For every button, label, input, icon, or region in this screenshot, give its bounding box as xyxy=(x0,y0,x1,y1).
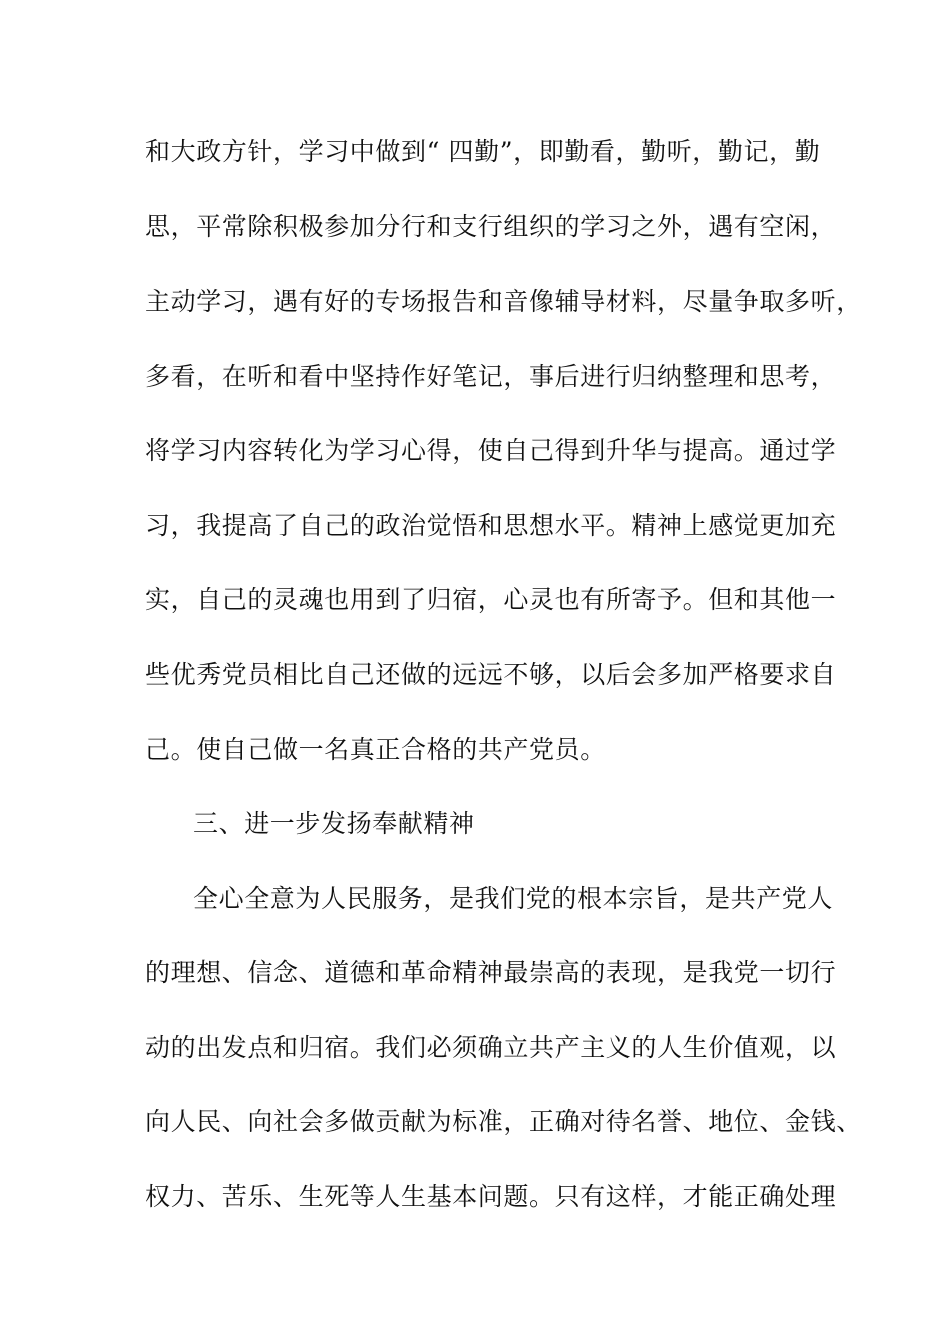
paragraph-line: 些优秀党员相比自己还做的远远不够，以后会多加严格要求自 xyxy=(145,660,837,689)
paragraph-line: 己。使自己做一名真正合格的共产党员。 xyxy=(145,735,606,764)
paragraph-line: 的理想、信念、道德和革命精神最崇高的表现，是我党一切行 xyxy=(145,958,837,987)
paragraph-line: 多看，在听和看中坚持作好笔记，事后进行归纳整理和思考， xyxy=(145,362,837,391)
paragraph-line: 思，平常除积极参加分行和支行组织的学习之外，遇有空闲， xyxy=(145,212,837,241)
paragraph-line: 和大政方针，学习中做到“ 四勤”，即勤看，勤听，勤记，勤 xyxy=(145,137,821,166)
paragraph-line: 动的出发点和归宿。我们必须确立共产主义的人生价值观，以 xyxy=(145,1033,837,1062)
paragraph-line: 将学习内容转化为学习心得，使自己得到升华与提高。通过学 xyxy=(145,436,837,465)
section-heading: 三、进一步发扬奉献精神 xyxy=(193,809,475,838)
paragraph-line: 全心全意为人民服务，是我们党的根本宗旨，是共产党人 xyxy=(193,884,834,913)
paragraph-line: 实，自己的灵魂也用到了归宿，心灵也有所寄予。但和其他一 xyxy=(145,585,837,614)
paragraph-line: 习，我提高了自己的政治觉悟和思想水平。精神上感觉更加充 xyxy=(145,511,837,540)
paragraph-line: 向人民、向社会多做贡献为标准，正确对待名誉、地位、金钱、 xyxy=(145,1107,862,1136)
paragraph-line: 主动学习，遇有好的专场报告和音像辅导材料，尽量争取多听， xyxy=(145,287,862,316)
paragraph-line: 权力、苦乐、生死等人生基本问题。只有这样，才能正确处理 xyxy=(145,1182,837,1211)
